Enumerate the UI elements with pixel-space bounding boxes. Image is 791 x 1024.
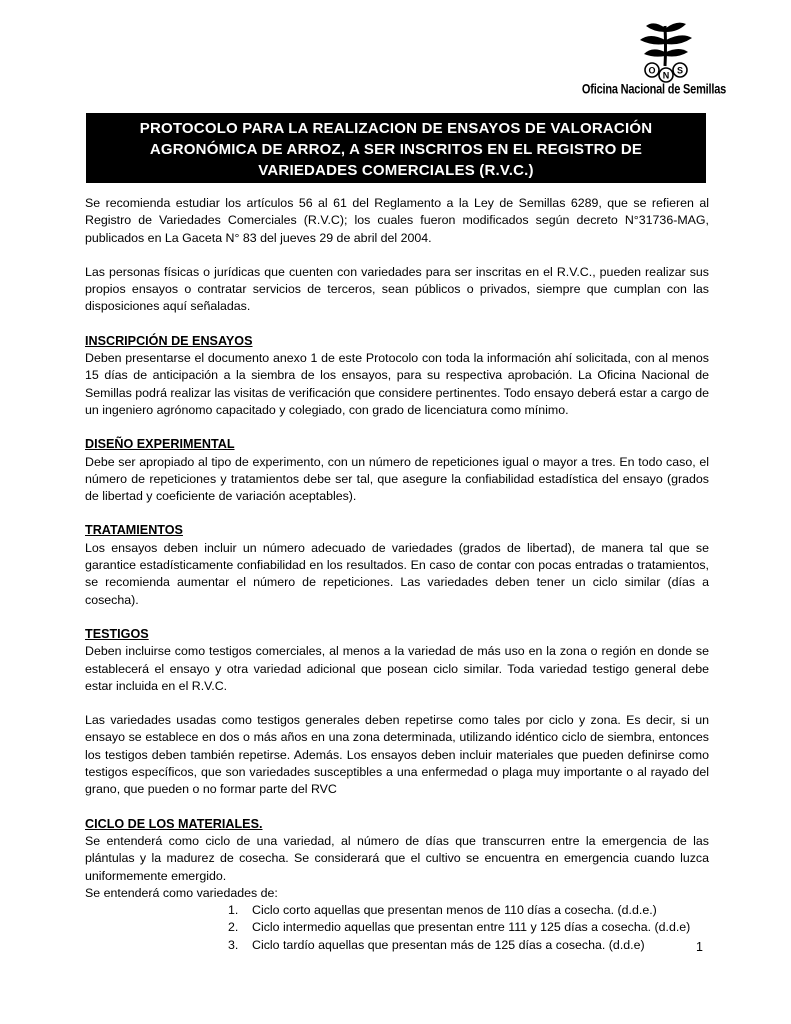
intro-paragraph-1: Se recomienda estudiar los artículos 56 al 61 del Reglamento a la Ley de Semillas 6289, que se refieren al Registro de Variedades Comerciales (R.V.C); los cuales fueron modificados según decreto N°31736-MAG, publicados en La Gaceta N° 83 del jueves 29 de abril del 2004. bbox=[85, 196, 709, 245]
title-line-1: PROTOCOLO PARA LA REALIZACION DE ENSAYOS DE VALORACIÓN bbox=[139, 120, 653, 137]
list-item-number: 2. bbox=[228, 920, 239, 935]
list-item-text: Ciclo corto aquellas que presentan menos de 110 días a cosecha. (d.d.e.) bbox=[252, 903, 657, 918]
ciclo-text: Se entenderá como ciclo de una variedad, al número de días que transcurren entre la emergencia de las plántulas y la madurez de cosecha. Se considerará que el cultivo se encuentra en emergencia cuando luzca uniformemente emergido. bbox=[85, 833, 709, 883]
ciclo-list-intro: Se entenderá como variedades de: bbox=[85, 885, 278, 900]
page-number: 1 bbox=[696, 940, 703, 954]
org-name: Oficina Nacional de Semillas bbox=[581, 82, 727, 97]
document-title bbox=[86, 113, 706, 183]
heading-testigos: TESTIGOS bbox=[85, 626, 149, 641]
list-item bbox=[85, 919, 709, 936]
list-item-text: Ciclo tardío aquellas que presentan más de 125 días a cosecha. (d.d.e) bbox=[252, 937, 645, 952]
testigos-text-2: Las variedades usadas como testigos generales deben repetirse como tales por ciclo y zona. Es decir, si un ensayo se establece en dos o más años en una zona determinada, utilizando idéntico ciclo de siembra, entonces los testigos deben también repetirse. Además. Los ensayos deben incluir materiales que pueden definirse como testigos específicos, que son variedades susceptibles a una enfermedad o plaga muy importante o al rayado del grano, que pueden o no formar parte del RVC bbox=[85, 713, 709, 797]
heading-tratamientos: TRATAMIENTOS bbox=[85, 523, 183, 538]
logo-letter-o: O bbox=[648, 65, 656, 76]
heading-inscripcion: INSCRIPCIÓN DE ENSAYOS bbox=[85, 333, 253, 348]
list-item-number: 1. bbox=[228, 903, 239, 918]
list-item-text: Ciclo intermedio aquellas que presentan entre 111 y 125 días a cosecha. (d.d.e) bbox=[252, 920, 691, 935]
tratamientos-text: Los ensayos deben incluir un número adecuado de variedades (grados de libertad), de manera tal que se garantice estadísticamente confiabilidad en los resultados. En caso de contar con pocas entradas o tratamientos, se recomienda aumentar el número de repeticiones. Las variedades deben tener un ciclo similar (días a cosecha). bbox=[85, 540, 709, 607]
intro-paragraph-2: Las personas físicas o jurídicas que cuenten con variedades para ser inscritas en el R.V.C., pueden realizar sus propios ensayos o contratar servicios de terceros, sean públicos o privados, siempre que cumplan con las disposiciones aquí señaladas. bbox=[85, 264, 709, 314]
heading-ciclo: CICLO DE LOS MATERIALES. bbox=[85, 816, 263, 831]
heading-diseno: DISEÑO EXPERIMENTAL bbox=[85, 437, 235, 452]
title-line-2: AGRONÓMICA DE ARROZ, A SER INSCRITOS EN EL REGISTRO DE bbox=[149, 141, 643, 158]
diseno-text: Debe ser apropiado al tipo de experimento, con un número de repeticiones igual o mayor a tres. En todo caso, el número de repeticiones y tratamientos debe ser tal, que asegure la confiabilidad estadística del ensayo (grados de libertad y coeficiente de variación aceptables). bbox=[85, 454, 709, 504]
logo-letter-s: S bbox=[676, 65, 684, 76]
logo-letter-n: N bbox=[662, 70, 670, 81]
testigos-text-1: Deben incluirse como testigos comerciales, al menos a la variedad de más uso en la zona o región en donde se establecerá el ensayo y otra variedad adicional que posean ciclo similar. Toda variedad testigo general debe estar incluida en el R.V.C. bbox=[85, 644, 709, 693]
ciclo-list bbox=[85, 902, 709, 954]
document-body bbox=[85, 195, 709, 954]
title-line-3: VARIEDADES COMERCIALES (R.V.C.) bbox=[258, 162, 534, 179]
inscripcion-text: Deben presentarse el documento anexo 1 de este Protocolo con toda la información ahí solicitada, con al menos 15 días de anticipación a la siembra de los ensayos, para su respectiva aprobación. La Oficina Nacional de Semillas podrá realizar las visitas de verificación que considere pertinentes. Todo ensayo deberá estar a cargo de un ingeniero agrónomo capacitado y colegiado, con grado de licenciatura como mínimo. bbox=[85, 351, 709, 417]
list-item bbox=[85, 902, 709, 919]
list-item bbox=[85, 937, 709, 954]
plant-logo-icon bbox=[632, 18, 702, 84]
list-item-number: 3. bbox=[228, 937, 239, 952]
